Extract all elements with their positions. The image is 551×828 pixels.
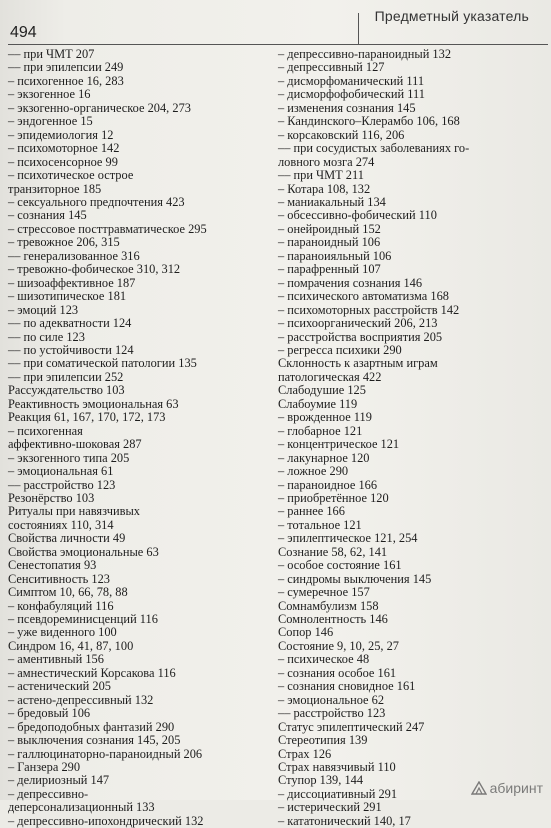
index-entry: Сенестопатия 93 xyxy=(8,558,97,573)
index-entry: – расстройства восприятия 205 xyxy=(278,329,443,344)
index-entry: Реактивность эмоциональная 63 xyxy=(8,396,179,411)
index-entry: – врожденное 119 xyxy=(278,410,372,425)
index-entry: – диссоциативный 291 xyxy=(278,786,398,801)
index-entry: – экзогенно-органическое 204, 273 xyxy=(8,100,191,115)
index-entry: – астенический 205 xyxy=(8,679,111,694)
index-entry: Резонёрство 103 xyxy=(8,490,95,505)
index-entry: – депрессивно-параноидный 132 xyxy=(278,47,452,61)
index-entry: Слабоумие 119 xyxy=(278,396,358,411)
index-entry: деперсонализационный 133 xyxy=(8,800,155,815)
index-entry: – онейроидный 152 xyxy=(278,221,381,236)
index-entry: состояниях 110, 314 xyxy=(8,517,114,532)
index-entry: – галлюцинаторно-параноидный 206 xyxy=(8,746,203,761)
index-entry: – параноидное 166 xyxy=(278,477,378,492)
index-entry: – аментивный 156 xyxy=(8,652,104,667)
index-entry: – особое состояние 161 xyxy=(278,558,402,573)
index-entry: Свойства личности 49 xyxy=(8,531,126,546)
index-entry: – амнестический Корсакова 116 xyxy=(8,665,176,680)
index-entry: –– при эпилепсии 249 xyxy=(8,60,124,75)
index-entry: Сенситивность 123 xyxy=(8,571,110,586)
watermark xyxy=(471,780,543,796)
index-entry: – регресса психики 290 xyxy=(278,342,402,357)
index-entry: – психическое 48 xyxy=(278,652,370,667)
index-entry: – парафренный 107 xyxy=(278,262,381,277)
index-entry: Склонность к азартным играм xyxy=(278,356,438,371)
index-entry: – сумеречное 157 xyxy=(278,585,370,600)
index-entry: Статус эпилептический 247 xyxy=(278,719,425,734)
index-entry: Ритуалы при навязчивых xyxy=(8,504,140,519)
index-entry: ловного мозга 274 xyxy=(278,154,375,169)
index-entry: – бредовый 106 xyxy=(8,706,91,721)
index-entry: – делириозный 147 xyxy=(8,773,110,788)
index-entry: Рассуждательство 103 xyxy=(8,383,125,398)
index-entry: Сомнолентность 146 xyxy=(278,612,388,627)
index-entry: – психотическое острое xyxy=(8,168,134,183)
index-entry: –– по силе 123 xyxy=(8,329,85,344)
index-entry: – психогенная xyxy=(8,423,83,438)
index-entry: – лакунарное 120 xyxy=(278,450,370,465)
index-entry: аффективно-шоковая 287 xyxy=(8,437,142,452)
index-entry: Синдром 16, 41, 87, 100 xyxy=(8,638,134,653)
index-entry: Симптом 10, 66, 78, 88 xyxy=(8,585,128,600)
index-entry: – тревожное 206, 315 xyxy=(8,235,120,250)
page-header xyxy=(0,0,551,46)
index-entry: – обсессивно-фобический 110 xyxy=(278,208,437,223)
index-column-left xyxy=(8,48,268,828)
index-entry: – изменения сознания 145 xyxy=(278,100,416,115)
index-entry: Ступор 139, 144 xyxy=(278,773,364,788)
index-entry: – депрессивно-ипохондрический 132 xyxy=(8,813,204,828)
index-entry: Сознание 58, 62, 141 xyxy=(278,544,388,559)
index-entry: – эндогенное 15 xyxy=(8,114,93,129)
index-entry: Сопор 146 xyxy=(278,625,334,640)
index-entry: Страх навязчивый 110 xyxy=(278,760,396,775)
index-entry: – кататонический 140, 17 xyxy=(278,813,411,828)
index-entry: – конфабуляций 116 xyxy=(8,598,114,613)
index-entry: Свойства эмоциональные 63 xyxy=(8,544,159,559)
index-entry: –– при ЧМТ 207 xyxy=(8,47,95,61)
index-entry: – синдромы выключения 145 xyxy=(278,571,432,586)
index-entry: – стрессовое посттравматическое 295 xyxy=(8,221,207,236)
index-entry: –– по устойчивости 124 xyxy=(8,342,134,357)
index-entry: Слабодушие 125 xyxy=(278,383,366,398)
index-entry: –– расстройство 123 xyxy=(8,477,116,492)
index-entry: – тревожно-фобическое 310, 312 xyxy=(8,262,181,277)
index-entry: – сознания особое 161 xyxy=(278,665,397,680)
index-entry: – психического автоматизма 168 xyxy=(278,289,449,304)
index-entry: –– при эпилепсии 252 xyxy=(8,369,124,384)
index-entry: – психогенное 16, 283 xyxy=(8,73,124,88)
index-entry: – депрессивный 127 xyxy=(278,60,385,75)
index-entry: – психомоторных расстройств 142 xyxy=(278,302,460,317)
index-entry: транзиторное 185 xyxy=(8,181,102,196)
index-entry: – уже виденного 100 xyxy=(8,625,117,640)
index-entry: – экзогенное 16 xyxy=(8,87,91,102)
index-entry: Стереотипия 139 xyxy=(278,733,368,748)
index-entry: – дисморфофобический 111 xyxy=(278,87,425,102)
index-entry: – Ганзера 290 xyxy=(8,760,81,775)
index-entry: – тотальное 121 xyxy=(278,517,362,532)
index-entry: – ложное 290 xyxy=(278,464,349,479)
index-entry: – сексуального предпочтения 423 xyxy=(8,194,185,209)
index-entry: – раннее 166 xyxy=(278,504,345,519)
index-entry: – приобретённое 120 xyxy=(278,490,389,505)
running-title: Предметный указатель xyxy=(374,8,529,24)
index-entry: – эмоциональное 62 xyxy=(278,692,385,707)
index-entry: – выключения сознания 145, 205 xyxy=(8,733,181,748)
index-entry: – параноидный 106 xyxy=(278,235,381,250)
index-entry: –– генерализованное 316 xyxy=(8,248,140,263)
index-entry: –– расстройство 123 xyxy=(278,706,386,721)
index-entry: – помрачения сознания 146 xyxy=(278,275,423,290)
index-entry: – сознания 145 xyxy=(8,208,87,223)
index-entry: – астено-депрессивный 132 xyxy=(8,692,154,707)
index-entry: – психомоторное 142 xyxy=(8,141,120,156)
watermark-text: абиринт xyxy=(489,780,543,796)
index-entry: Реакция 61, 167, 170, 172, 173 xyxy=(8,410,166,425)
index-entry: – шизоаффективное 187 xyxy=(8,275,136,290)
index-entry: – псевдореминисценций 116 xyxy=(8,612,158,627)
index-entry: – эпидемиология 12 xyxy=(8,127,114,142)
index-entry: –– при сосудистых заболеваниях го- xyxy=(278,141,470,156)
index-entry: – бредоподобных фантазий 290 xyxy=(8,719,175,734)
index-entry: Сомнамбулизм 158 xyxy=(278,598,379,613)
index-entry: – психоорганический 206, 213 xyxy=(278,316,438,331)
index-column-right xyxy=(278,48,546,828)
page-number: 494 xyxy=(10,24,37,41)
index-entry: – сознания сновидное 161 xyxy=(278,679,416,694)
index-entry: – корсаковский 116, 206 xyxy=(278,127,405,142)
index-entry: – эпилептическое 121, 254 xyxy=(278,531,418,546)
index-entry: –– при ЧМТ 211 xyxy=(278,168,364,183)
index-entry: – концентрическое 121 xyxy=(278,437,400,452)
index-entry: – истерический 291 xyxy=(278,800,382,815)
index-entry: Состояние 9, 10, 25, 27 xyxy=(278,638,399,653)
index-entry: –– по адекватности 124 xyxy=(8,316,132,331)
index-entry: – глобарное 121 xyxy=(278,423,363,438)
index-entry: – психосенсорное 99 xyxy=(8,154,118,169)
index-entry: – экзогенного типа 205 xyxy=(8,450,130,465)
index-entry: –– при соматической патологии 135 xyxy=(8,356,197,371)
index-entry: – эмоциональная 61 xyxy=(8,464,114,479)
index-entry: – дисморфоманический 111 xyxy=(278,73,425,88)
index-entry: – Котара 108, 132 xyxy=(278,181,371,196)
index-entry: – депрессивно- xyxy=(8,786,89,801)
index-entry: – маниакальный 134 xyxy=(278,194,386,209)
labirint-logo-icon xyxy=(471,781,487,795)
index-entry: патологическая 422 xyxy=(278,369,382,384)
index-entry: – параноияльный 106 xyxy=(278,248,392,263)
index-entry: – эмоций 123 xyxy=(8,302,79,317)
index-entry: Страх 126 xyxy=(278,746,332,761)
index-entry: – шизотипическое 181 xyxy=(8,289,127,304)
header-rule xyxy=(8,44,548,45)
index-entry: – Кандинского–Клерамбо 106, 168 xyxy=(278,114,460,129)
